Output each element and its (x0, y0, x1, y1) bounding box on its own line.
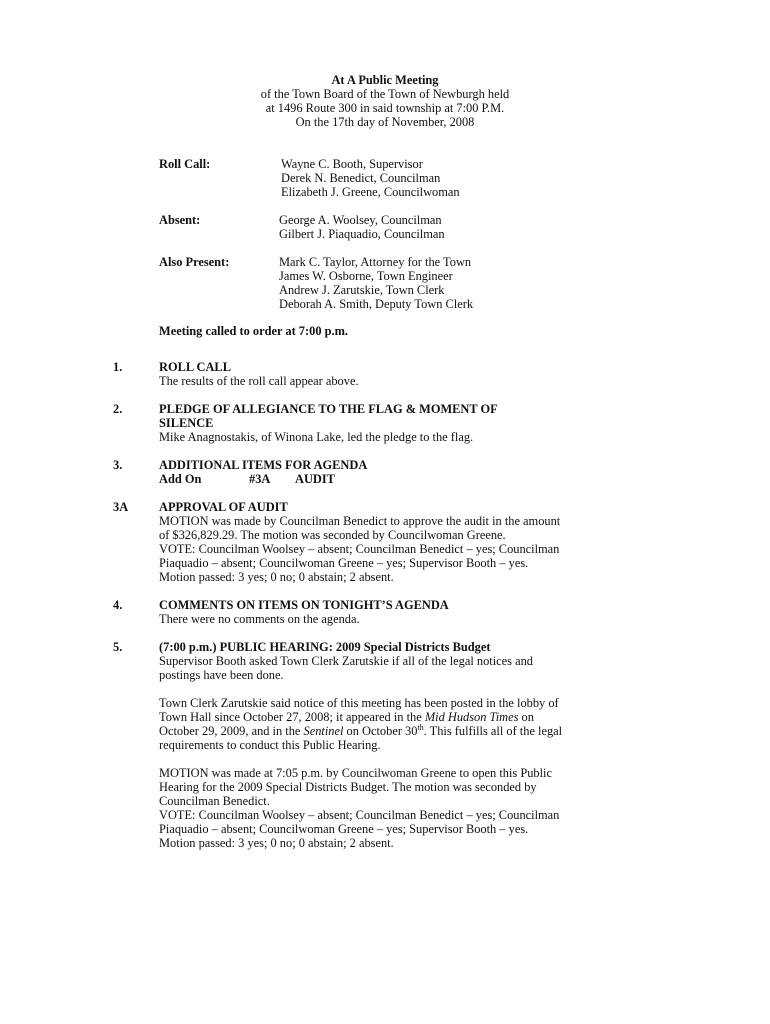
item-text: Hearing for the 2009 Special Districts Budget. The motion was seconded by (159, 780, 537, 794)
item-text: Town Clerk Zarutskie said notice of this meeting has been posted in the lobby of (159, 696, 559, 710)
add-on-number: #3A (249, 472, 271, 486)
item-text: postings have been done. (159, 668, 284, 682)
item-title-cont: SILENCE (159, 416, 214, 430)
header-line: of the Town Board of the Town of Newburgh held (260, 87, 510, 101)
item-text: Mike Anagnostakis, of Winona Lake, led the pledge to the flag. (159, 430, 474, 444)
item-title: ADDITIONAL ITEMS FOR AGENDA (159, 458, 368, 472)
item-text: requirements to conduct this Public Hearing. (159, 738, 381, 752)
absent-name: George A. Woolsey, Councilman (279, 213, 442, 227)
item-text: October 29, 2009, and in the Sentinel on October 30th. This fulfills all of the legal (159, 722, 563, 738)
item-number: 3. (113, 458, 123, 472)
item-number: 3A (113, 500, 129, 514)
add-on-row (159, 472, 659, 486)
absent-label: Absent: (159, 213, 201, 227)
add-on-label: Add On (159, 472, 202, 486)
item-text: MOTION was made by Councilman Benedict to approve the audit in the amount (159, 514, 561, 528)
item-number: 4. (113, 598, 123, 612)
meeting-header (0, 73, 770, 129)
absent-name: Gilbert J. Piaquadio, Councilman (279, 227, 445, 241)
item-text: There were no comments on the agenda. (159, 612, 360, 626)
item-number: 2. (113, 402, 123, 416)
vote-text: VOTE: Councilman Woolsey – absent; Councilman Benedict – yes; Councilman (159, 808, 560, 822)
motion-result: Motion passed: 3 yes; 0 no; 0 abstain; 2 absent. (159, 570, 394, 584)
item-text: Town Hall since October 27, 2008; it appeared in the Mid Hudson Times on (159, 710, 534, 724)
vote-text: VOTE: Councilman Woolsey – absent; Councilman Benedict – yes; Councilman (159, 542, 560, 556)
attendee-name: Derek N. Benedict, Councilman (281, 171, 441, 185)
present-name: Andrew J. Zarutskie, Town Clerk (279, 283, 445, 297)
item-text: of $326,829.29. The motion was seconded by Councilwoman Greene. (159, 528, 506, 542)
attendee-name: Wayne C. Booth, Supervisor (281, 157, 423, 171)
item-text: Councilman Benedict. (159, 794, 270, 808)
item-text: MOTION was made at 7:05 p.m. by Councilwoman Greene to open this Public (159, 766, 552, 780)
present-name: Mark C. Taylor, Attorney for the Town (279, 255, 472, 269)
attendee-name: Elizabeth J. Greene, Councilwoman (281, 185, 460, 199)
add-on-item: AUDIT (295, 472, 335, 486)
present-name: Deborah A. Smith, Deputy Town Clerk (279, 297, 474, 311)
also-present-label: Also Present: (159, 255, 230, 269)
newspaper-name: Mid Hudson Times (424, 710, 519, 724)
call-to-order: Meeting called to order at 7:00 p.m. (159, 324, 349, 338)
item-title: PLEDGE OF ALLEGIANCE TO THE FLAG & MOMENT OF (159, 402, 498, 416)
meeting-title: At A Public Meeting (331, 73, 439, 87)
vote-text: Piaquadio – absent; Councilwoman Greene – yes; Supervisor Booth – yes. (159, 822, 529, 836)
newspaper-name: Sentinel (303, 724, 344, 738)
roll-call-label: Roll Call: (159, 157, 211, 171)
item-title: APPROVAL OF AUDIT (159, 500, 288, 514)
header-date-line: On the 17th day of November, 2008 (295, 115, 475, 129)
item-title: ROLL CALL (159, 360, 231, 374)
motion-result: Motion passed: 3 yes; 0 no; 0 abstain; 2 absent. (159, 836, 394, 850)
item-text: The results of the roll call appear above. (159, 374, 359, 388)
item-title: COMMENTS ON ITEMS ON TONIGHT’S AGENDA (159, 598, 449, 612)
header-line: at 1496 Route 300 in said township at 7:00 P.M. (265, 101, 505, 115)
item-number: 5. (113, 640, 123, 654)
item-title: (7:00 p.m.) PUBLIC HEARING: 2009 Special Districts Budget (159, 640, 491, 654)
item-number: 1. (113, 360, 123, 374)
item-text: Supervisor Booth asked Town Clerk Zarutskie if all of the legal notices and (159, 654, 533, 668)
present-name: James W. Osborne, Town Engineer (279, 269, 453, 283)
vote-text: Piaquadio – absent; Councilwoman Greene – yes; Supervisor Booth – yes. (159, 556, 529, 570)
